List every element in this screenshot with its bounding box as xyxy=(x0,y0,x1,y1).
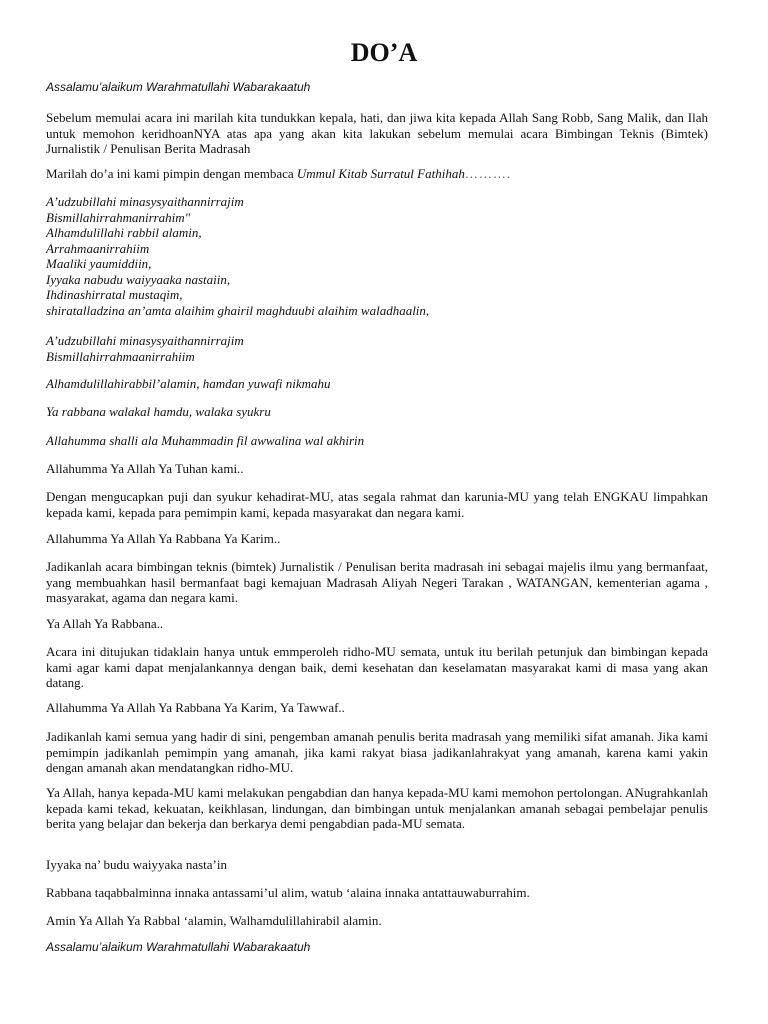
shalawat-line: Allahumma shalli ala Muhammadin fil awwalina wal akhirin xyxy=(46,433,365,448)
fatihah-line: Ihdinashirratal mustaqim, xyxy=(46,287,183,302)
allahumma-paragraph-1: Allahumma Ya Allah Ya Tuhan kami.. xyxy=(46,461,244,476)
hamd-line: Alhamdulillahirabbil’alamin, hamdan yuwafi nikmahu xyxy=(46,376,331,391)
lead-dots: ………. xyxy=(464,166,512,181)
lead-italic: Ummul Kitab Surratul Fathihah xyxy=(296,166,465,181)
acara-paragraph: Acara ini ditujukan tidaklain hanya untuk emmperoleh ridho-MU semata, untuk itu berilah petunjuk dan bimbingan kepada kami agar kami dapat menjalankannya dengan baik, demi kesehatan dan keselamatan masyarakat kami di masa yang akan datang. xyxy=(46,644,708,690)
lead-text: Marilah do’a ini kami pimpin dengan membaca xyxy=(46,166,297,181)
iyyaka-paragraph: Iyyaka na’ budu waiyyaka nasta’in xyxy=(46,857,227,872)
opening-line: A’udzubillahi minasysyaithannirrajim xyxy=(46,333,244,348)
jadikan-paragraph-1: Jadikanlah acara bimbingan teknis (bimtek) Jurnalistik / Penulisan berita madrasah ini sebagai majelis ilmu yang bermanfaat, yang membuahkan hasil bermanfaat bagi kemajuan Madrasah Aliyah Negeri Tarakan , WATANGAN, kementerian agama , masyarakat, agama dan negara kami. xyxy=(46,559,708,605)
opening-verses xyxy=(46,333,708,364)
fatihah-line: Maaliki yaumiddiin, xyxy=(46,256,152,271)
fatihah-line: Alhamdulillahi rabbil alamin, xyxy=(46,225,202,240)
allahumma-paragraph-2: Allahumma Ya Allah Ya Rabbana Ya Karim.. xyxy=(46,531,281,546)
fatihah-verses xyxy=(46,194,708,318)
allahumma-paragraph-3: Allahumma Ya Allah Ya Rabbana Ya Karim, Ya Tawwaf.. xyxy=(46,700,345,715)
puji-paragraph: Dengan mengucapkan puji dan syukur kehadirat-MU, atas segala rahmat dan karunia-MU yang telah ENGKAU limpahkan kepada kami, kepada para pemimpin kami, kepada masyarakat dan negara kami. xyxy=(46,489,708,520)
lead-paragraph xyxy=(46,166,708,182)
fatihah-line: Iyyaka nabudu waiyyaaka nastaiin, xyxy=(46,271,231,287)
intro-paragraph: Sebelum memulai acara ini marilah kita tundukkan kepala, hati, dan jiwa kita kepada Allah Sang Robb, Sang Malik, dan Ilah untuk memohon keridhoanNYA atas apa yang akan kita lakukan sebelum memulai acara Bimbingan Teknis (Bimtek) Jurnalistik / Penulisan Berita Madrasah xyxy=(46,110,708,156)
opening-line: Bismillahirrahmaanirrahiim xyxy=(46,348,195,364)
fatihah-line: A’udzubillahi minasysyaithannirrajim xyxy=(46,194,244,209)
fatihah-line: Arrahmaanirrahiim xyxy=(46,240,150,256)
fatihah-line: shiratalladzina an’amta alaihim ghairil maghduubi alaihim waladhaalin, xyxy=(46,302,430,318)
salam-closing: Assalamu’alaikum Warahmatullahi Wabarakaatuh xyxy=(46,940,311,954)
rabbana-hamd-line: Ya rabbana walakal hamdu, walaka syukru xyxy=(46,404,271,419)
salam-opening: Assalamu’alaikum Warahmatullahi Wabarakaatuh xyxy=(46,80,311,94)
rabbana-paragraph: Rabbana taqabbalminna innaka antassami’ul alim, watub ‘alaina innaka antattauwaburrahim. xyxy=(46,885,530,900)
jadikan-paragraph-2: Jadikanlah kami semua yang hadir di sini, pengemban amanah penulis berita madrasah yang memiliki sifat amanah. Jika kami pemimpin jadikanlah pemimpin yang amanah, jika kami rakyat biasa jadikanlahrakyat yang amanah, karena kami yakin dengan amanah akan mendatangkan ridho-MU. xyxy=(46,729,708,775)
document-title: DO’A xyxy=(350,38,418,67)
fatihah-line: Bismillahirrahmanirrahim" xyxy=(46,209,191,225)
hanya-paragraph: Ya Allah, hanya kepada-MU kami melakukan pengabdian dan hanya kepada-MU kami memohon pertolongan. ANugrahkanlah kepada kami tekad, kekuatan, keikhlasan, lindungan, dan bimbingan untuk menjalankan amanah sebagai pembelajar penulis berita yang belajar dan bekerja dan berkarya demi pengabdian pada-MU semata. xyxy=(46,785,708,831)
ya-allah-paragraph: Ya Allah Ya Rabbana.. xyxy=(46,616,164,631)
amin-paragraph: Amin Ya Allah Ya Rabbal ‘alamin, Walhamdulillahirabil alamin. xyxy=(46,913,382,928)
